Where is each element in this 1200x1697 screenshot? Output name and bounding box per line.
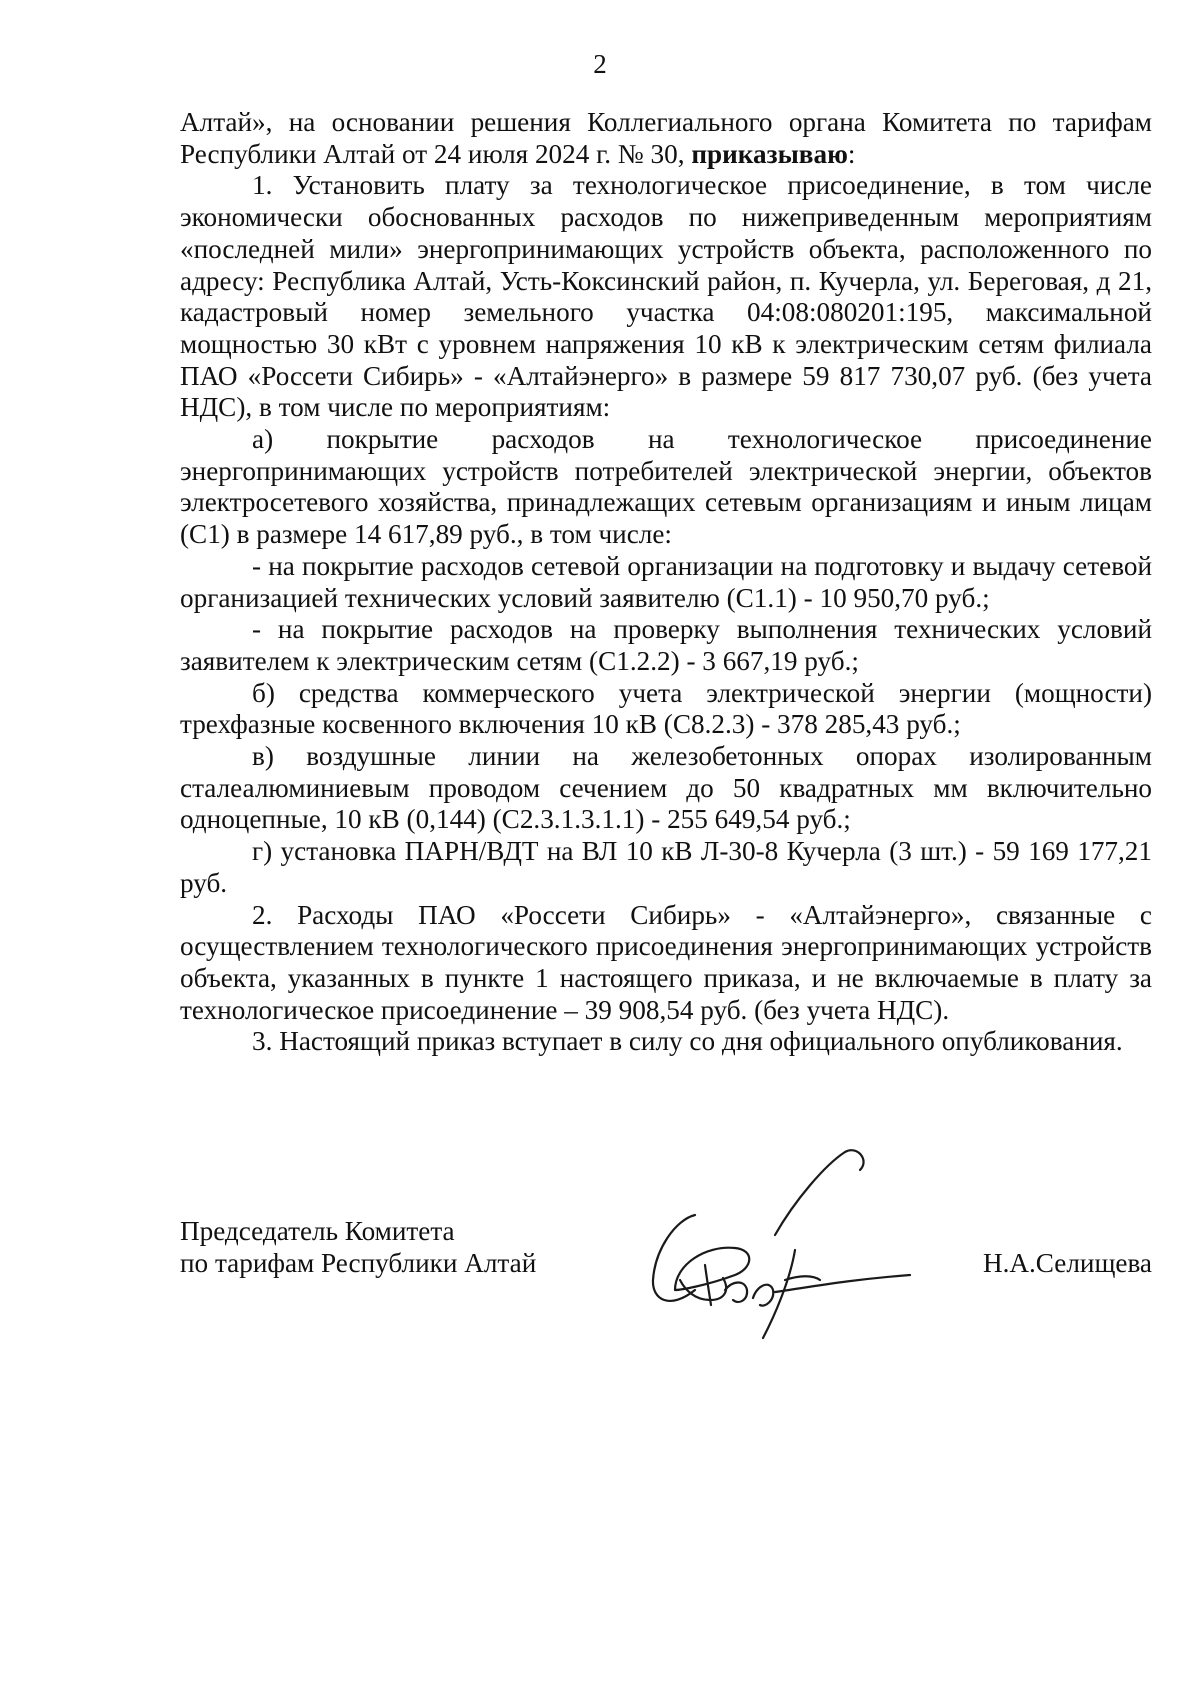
intro-text: Алтай», на основании решения Коллегиального органа Комитета по тарифам Республики Алтай от 24 июля 2024 г. № 30, <box>180 107 1152 169</box>
signer-name: Н.А.Селищева <box>982 1248 1152 1278</box>
paragraph-item-1a-sub2: - на покрытие расходов на проверку выполнения технических условий заявителем к электрическим сетям (С1.2.2) - 3 667,19 руб.; <box>180 614 1152 676</box>
handwritten-signature <box>635 1140 925 1340</box>
intro-tail: : <box>847 138 856 169</box>
order-keyword: приказываю <box>691 138 848 169</box>
signer-title-line-1: Председатель Комитета <box>180 1216 455 1246</box>
paragraph-item-1v: в) воздушные линии на железобетонных опорах изолированным сталеалюминиевым проводом сечением до 50 квадратных мм включительно одноцепные, 10 кВ (0,144) (С2.3.1.3.1.1) - 255 649,54 руб.; <box>180 741 1152 835</box>
paragraph-item-2: 2. Расходы ПАО «Россети Сибирь» - «Алтайэнерго», связанные с осуществлением технологического присоединения энергопринимающих устройств объекта, указанных в пункте 1 настоящего приказа, и не включаемые в плату за технологическое присоединение – 39 908,54 руб. (без учета НДС). <box>180 899 1152 1025</box>
signer-title <box>180 1215 536 1279</box>
page-number: 2 <box>593 49 607 79</box>
paragraph-item-1b: б) средства коммерческого учета электрической энергии (мощности) трехфазные косвенного включения 10 кВ (С8.2.3) - 378 285,43 руб.; <box>180 677 1152 740</box>
paragraph-item-1g: г) установка ПАРН/ВДТ на ВЛ 10 кВ Л-30-8 Кучерла (3 шт.) - 59 169 177,21 руб. <box>180 836 1152 898</box>
signer-title-line-2: по тарифам Республики Алтай <box>180 1248 537 1278</box>
document-body <box>180 107 1152 1058</box>
paragraph-item-3: 3. Настоящий приказ вступает в силу со дня официального опубликования. <box>252 1026 1123 1057</box>
paragraph-item-1: 1. Установить плату за технологическое присоединение, в том числе экономически обоснованных расходов по нижеприведенным мероприятиям «последней мили» энергопринимающих устройств объекта, расположенного по адресу: Республика Алтай, Усть-Коксинский район, п. Кучерла, ул. Береговая, д 21, кадастровый номер земельного участка 04:08:080201:195, максимальной мощностью 30 кВт с уровнем напряжения 10 кВ к электрическим сетям филиала ПАО «Россети Сибирь» - «Алтайэнерго» в размере 59 817 730,07 руб. (без учета НДС), в том числе по мероприятиям: <box>180 170 1152 423</box>
paragraph-item-1a: а) покрытие расходов на технологическое присоединение энергопринимающих устройств потребителей электрической энергии, объектов электросетевого хозяйства, принадлежащих сетевым организациям и иным лицам (С1) в размере 14 617,89 руб., в том числе: <box>180 424 1152 550</box>
signature-block <box>180 1215 1152 1355</box>
paragraph-intro <box>180 107 1152 170</box>
paragraph-item-1a-sub1: - на покрытие расходов сетевой организации на подготовку и выдачу сетевой организацией технических условий заявителю (С1.1) - 10 950,70 руб.; <box>180 550 1152 613</box>
